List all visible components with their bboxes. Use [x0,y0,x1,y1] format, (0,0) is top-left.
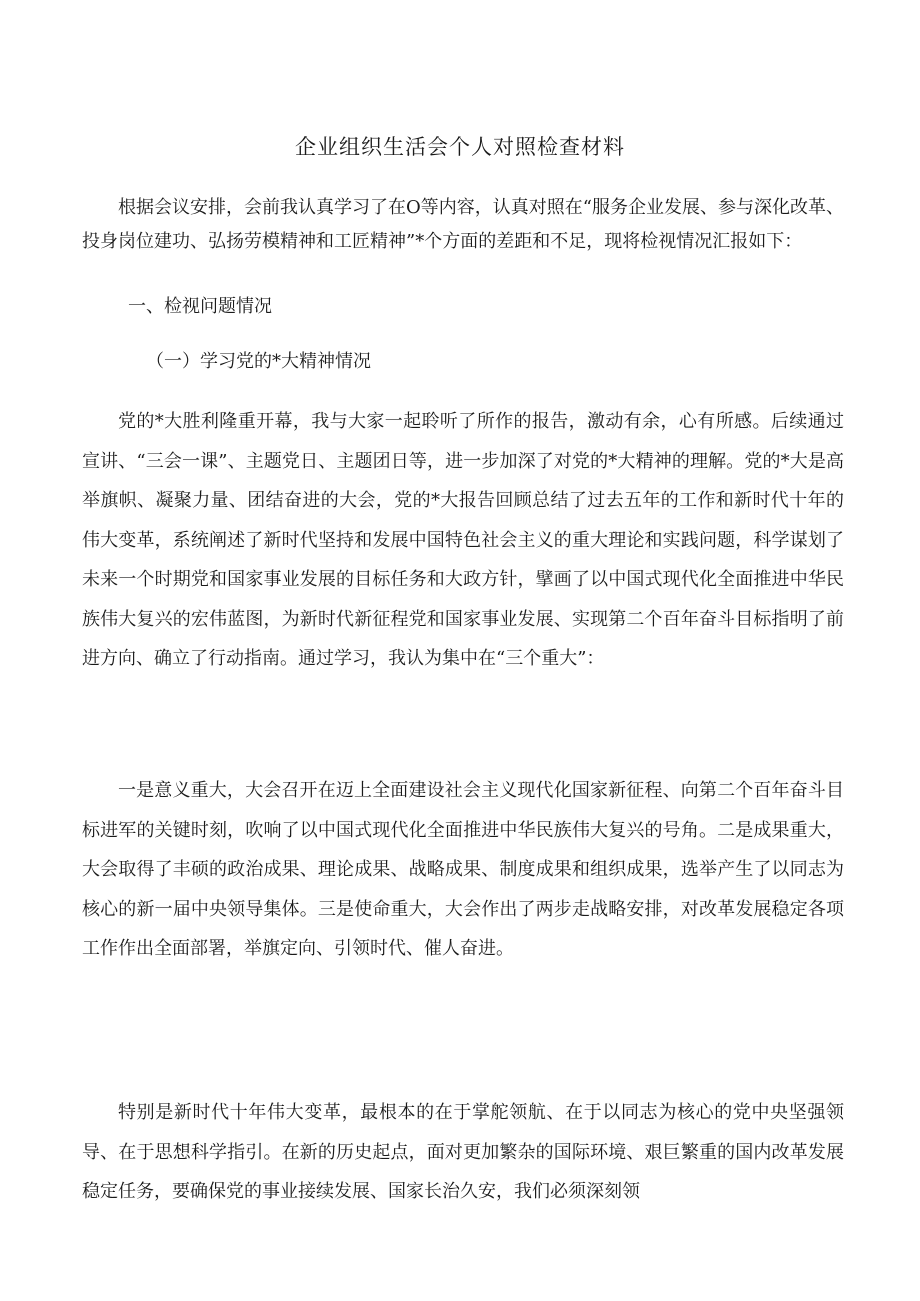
document-title: 企业组织生活会个人对照检查材料 [295,135,625,159]
subsection-heading: （一）学习党的*大精神情况 [146,351,371,372]
body-paragraph: 党的*大胜利隆重开幕，我与大家一起聆听了所作的报告，激动有余，心有所感。后续通过宣讲、“三会一课”、主题党日、主题团日等，进一步加深了对党的*大精神的理解。党的*大是高举旗帜、凝聚力量、团结奋进的大会，党的*大报告回顾总结了过去五年的工作和新时代十年的伟大变革，系统阐述了新时代坚持和发展中国特色社会主义的重大理论和实践问题，科学谋划了未来一个时期党和国家事业发展的目标任务和大政方针，擘画了以中国式现代化全面推进中华民族伟大复兴的宏伟蓝图，为新时代新征程党和国家事业发展、实现第二个百年奋斗目标指明了前进方向、确立了行动指南。通过学习，我认为集中在“三个重大”： [82,411,844,669]
body-paragraph: 特别是新时代十年伟大变革，最根本的在于掌舵领航、在于以同志为核心的党中央坚强领导、在于思想科学指引。在新的历史起点，面对更加繁杂的国际环境、艰巨繁重的国内改革发展稳定任务，要确保党的事业接续发展、国家长治久安，我们必须深刻领 [82,1102,844,1202]
section-heading: 一、检视问题情况 [128,296,272,317]
intro-paragraph: 根据会议安排，会前我认真学习了在O等内容，认真对照在“服务企业发展、参与深化改革、投身岗位建功、弘扬劳模精神和工匠精神”*个方面的差距和不足，现将检视情况汇报如下： [82,197,844,252]
body-paragraph: 一是意义重大，大会召开在迈上全面建设社会主义现代化国家新征程、向第二个百年奋斗目标进军的关键时刻，吹响了以中国式现代化全面推进中华民族伟大复兴的号角。二是成果重大，大会取得了丰硕的政治成果、理论成果、战略成果、制度成果和组织成果，选举产生了以同志为核心的新一届中央领导集体。三是使命重大，大会作出了两步走战略安排，对改革发展稳定各项工作作出全面部署，举旗定向、引领时代、催人奋进。 [82,780,844,959]
